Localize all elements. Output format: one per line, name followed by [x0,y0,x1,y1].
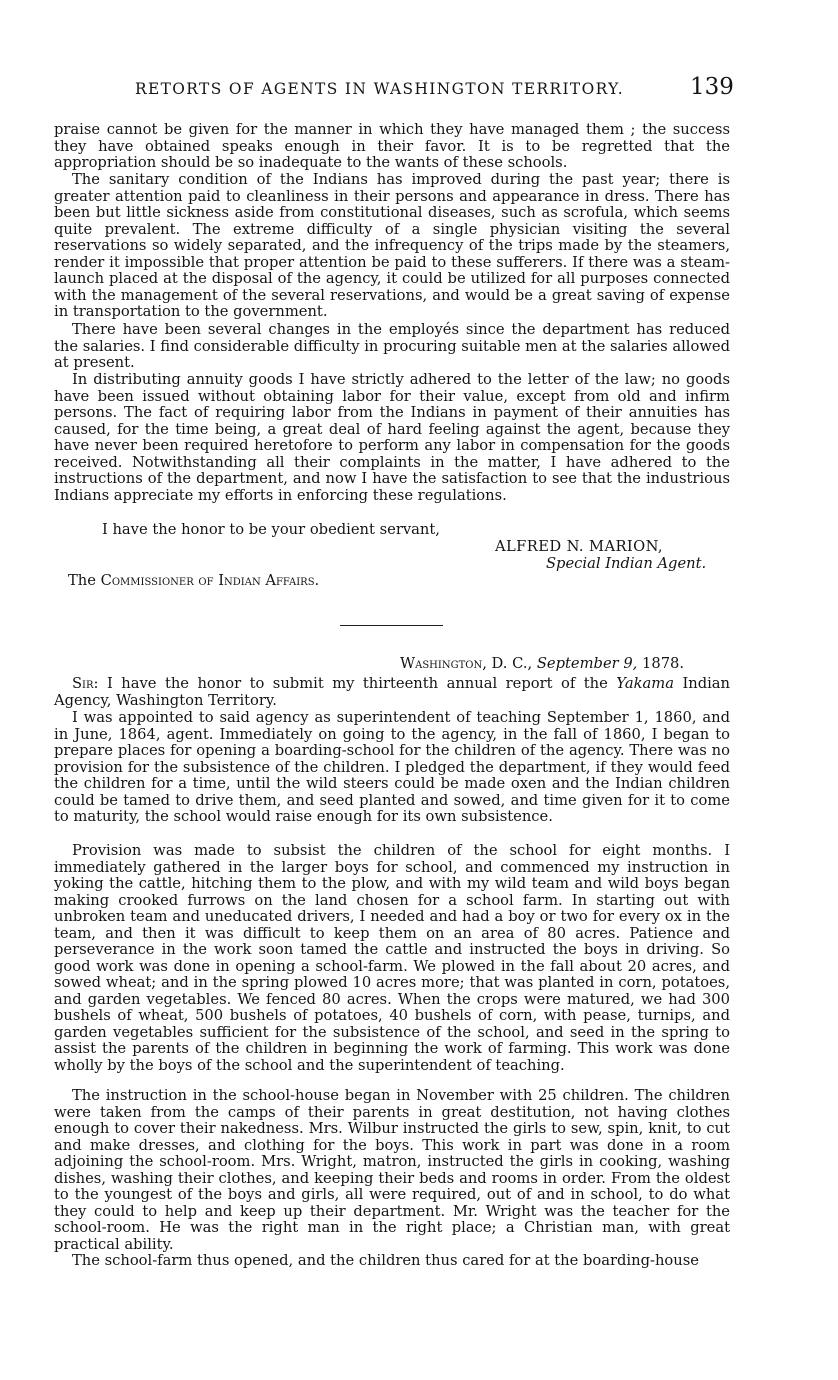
paragraph-boarding-house: The school-farm thus opened, and the children thus cared for at the boarding-house [72,1252,699,1269]
opening-text-end: Indian Agency, Washington Territory. [54,675,731,709]
closing-line: I have the honor to be your obedient servant, [102,521,440,538]
paragraph-continuation: praise cannot be given for the manner in which they have managed them ; the success they have obtained speaks enough in their favor. It is to be regretted that the appropriation should be so inadequate to the wants of these schools. [54,121,730,171]
paragraph-appointment: I was appointed to said agency as superintendent of teaching September 1, 1860, and in June, 1864, agent. Immediately on going to the agency, in the fall of 1860, I began to prepare places for opening a boarding-school for the children of the agency. There was no provision for the subsistence of the children. I pledged the department, if they would feed the children for a time, until the wild steers could be made oxen and the Indian children could be tamed to drive them, and seed planted and sowed, and time given for it to come to maturity, the school would raise enough for its own subsistence. [54,709,730,825]
dateline-place: Washington, D. C., [400,655,533,672]
opening-text: I have the honor to submit my thirteenth annual report of the [106,675,608,692]
paragraph-school-farm: Provision was made to subsist the children of the school for eight months. I immediately gathered in the larger boys for school, and commenced my instruction in yoking the cattle, hitching them to the plow, and with my wild team and wild boys began making crooked furrows on the land chosen for a school farm. In starting out with unbroken team and uneducated drivers, I needed and had a boy or two for every ox in the team, and then it was difficult to keep them on an area of 80 acres. Patience and perseverance in the work soon tamed the cattle and instructed the boys in driving. So good work was done in opening a school-farm. We plowed in the fall about 20 acres, and sowed wheat; and in the spring plowed 10 acres more; that was planted in corn, potatoes, and garden vegetables. We fenced 80 acres. When the crops were matured, we had 300 bushels of wheat, 500 bushels of potatoes, 40 bushels of corn, with pease, turnips, and garden vegetables sufficient for the subsistence of the school, and seed in the spring to assist the parents of the children in beginning the work of farming. This work was done wholly by the boys of the school and the superintendent of teaching. [54,842,730,1074]
page-number: 139 [690,74,734,100]
paragraph-salutation [54,676,730,709]
paragraph-annuity: In distributing annuity goods I have strictly adhered to the letter of the law; no goods have been issued without obtaining labor for their value, except from old and infirm persons. The fact of requiring labor from the Indians in payment of their annuities has caused, for the time being, a great deal of hard feeling against the agent, because they have never been required heretofore to perform any labor in compensation for the goods received. Notwithstanding all their complaints in the matter, I have adhered to the instructions of the department, and now I have the satisfaction to see that the industrious Indians appreciate my efforts in enforcing these regulations. [54,371,730,504]
signer-name: ALFRED N. MARION, [495,538,663,555]
agency-name: Yakama [616,675,674,692]
addressee-prefix: The [68,572,96,589]
dateline-year: 1878. [642,655,685,672]
addressee-office: Commissioner of Indian Affairs. [100,572,320,589]
dateline [400,655,684,672]
dateline-date: September 9, [536,655,638,672]
paragraph-sanitary: The sanitary condition of the Indians has improved during the past year; there is greater attention paid to cleanliness in their persons and appearance in dress. There has been but little sickness aside from constitutional diseases, such as scrofula, which seems quite prevalent. The extreme difficulty of a single physician visiting the several reservations so widely separated, and the infrequency of the trips made by the steamers, render it impossible that proper attention be paid to these sufferers. If there was a steam-launch placed at the disposal of the agency, it could be utilized for all purposes connected with the management of the several reservations, and would be a great saving of expense in transportation to the government. [54,171,730,320]
running-header: RETORTS OF AGENTS IN WASHINGTON TERRITORY. [135,80,624,98]
signer-title: Special Indian Agent. [546,555,707,572]
salutation: Sir: [72,675,99,692]
section-divider [340,625,443,626]
paragraph-instruction: The instruction in the school-house began in November with 25 children. The children were taken from the camps of their parents in great destitution, not having clothes enough to cover their nakedness. Mrs. Wilbur instructed the girls to sew, spin, knit, to cut and make dresses, and clothing for the boys. This work in part was done in a room adjoining the school-room. Mrs. Wright, matron, instructed the girls in cooking, washing dishes, washing their clothes, and keeping their beds and rooms in order. From the oldest to the youngest of the boys and girls, all were required, out of and in school, to do what they could to help and keep up their department. Mr. Wright was the teacher for the school-room. He was the right man in the right place; a Christian man, with great practical ability. [54,1087,730,1253]
paragraph-employes: There have been several changes in the employés since the department has reduced the salaries. I find considerable difficulty in procuring suitable men at the salaries allowed at present. [54,321,730,371]
addressee [68,572,319,589]
